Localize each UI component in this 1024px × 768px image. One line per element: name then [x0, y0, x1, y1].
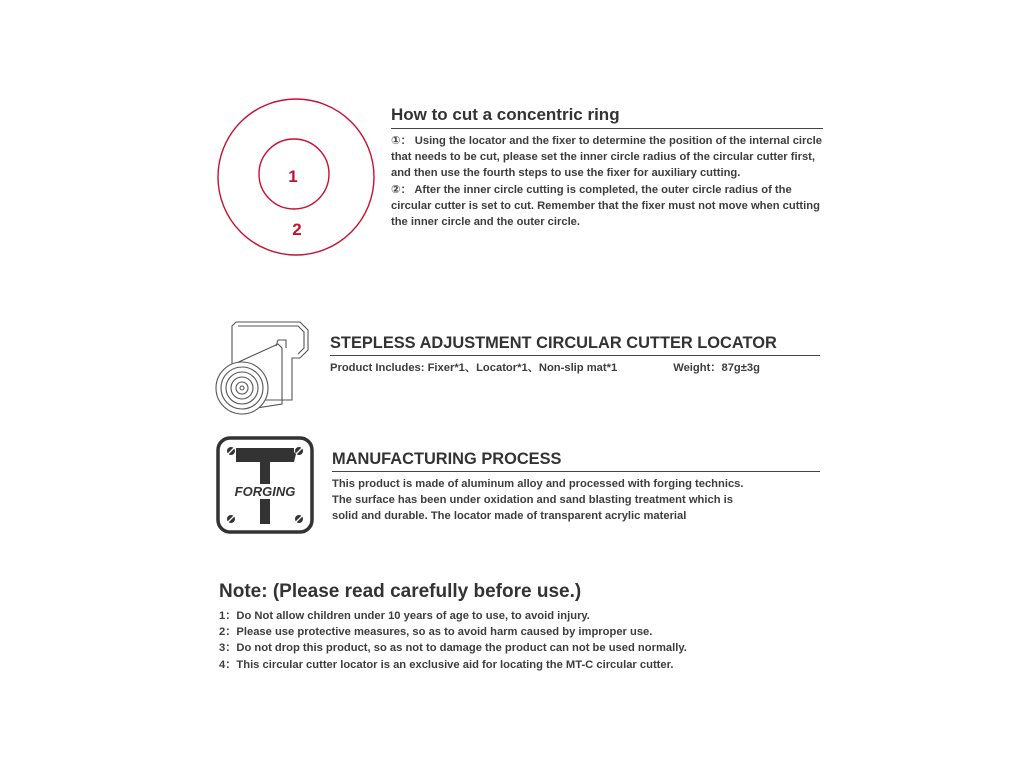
concentric-ring-section [391, 104, 823, 230]
manufacturing-title: MANUFACTURING PROCESS [332, 450, 562, 468]
product-details-row [330, 360, 820, 376]
note-item-2: 2：Please use protective measures, so as to avoid harm caused by improper use. [219, 626, 653, 639]
note-item-3: 3：Do not drop this product, so as not to damage the product can not be used normally. [219, 642, 687, 655]
inner-circle-label: 1 [288, 167, 298, 186]
step-2-text: ②： After the inner circle cutting is completed, the outer circle radius of the circular cutter is set to cut. Remember that the fixer must not move when cutting the inner circle and the outer circle. [391, 183, 820, 229]
manufacturing-line-2: The surface has been under oxidation and sand blasting treatment which is [332, 494, 733, 507]
manufacturing-line-1: This product is made of aluminum alloy and processed with forging technics. [332, 478, 744, 490]
step-1-text: ①： Using the locator and the fixer to determine the position of the internal circle that needs to be cut, please set the inner circle radius of the circular cutter first, and then use the fourth steps to use the fixer for auxiliary cutting. [391, 135, 822, 180]
note-section [219, 580, 819, 673]
manufacturing-line-3: solid and durable. The locator made of transparent acrylic material [332, 510, 687, 523]
forging-logo-text: FORGING [234, 484, 296, 499]
concentric-ring-diagram [216, 97, 376, 257]
product-includes: Product Includes: Fixer*1、Locator*1、Non-slip mat*1 [330, 362, 618, 374]
product-divider [330, 355, 820, 356]
outer-circle-label: 2 [292, 220, 302, 239]
product-section [330, 333, 820, 376]
manufacturing-divider [332, 471, 820, 472]
note-item-4: 4：This circular cutter locator is an exclusive aid for locating the MT-C circular cutter. [219, 658, 674, 671]
forging-logo [216, 436, 314, 534]
note-title: Note: (Please read carefully before use.) [219, 581, 582, 602]
concentric-ring-title: How to cut a concentric ring [391, 105, 620, 124]
title-divider [391, 128, 823, 129]
product-title: STEPLESS ADJUSTMENT CIRCULAR CUTTER LOCATOR [330, 334, 777, 352]
note-item-1: 1：Do Not allow children under 10 years of age to use, to avoid injury. [219, 610, 590, 622]
product-weight: Weight：87g±3g [673, 362, 760, 374]
fixer-locator-drawing [212, 316, 316, 416]
manufacturing-section [332, 449, 820, 525]
